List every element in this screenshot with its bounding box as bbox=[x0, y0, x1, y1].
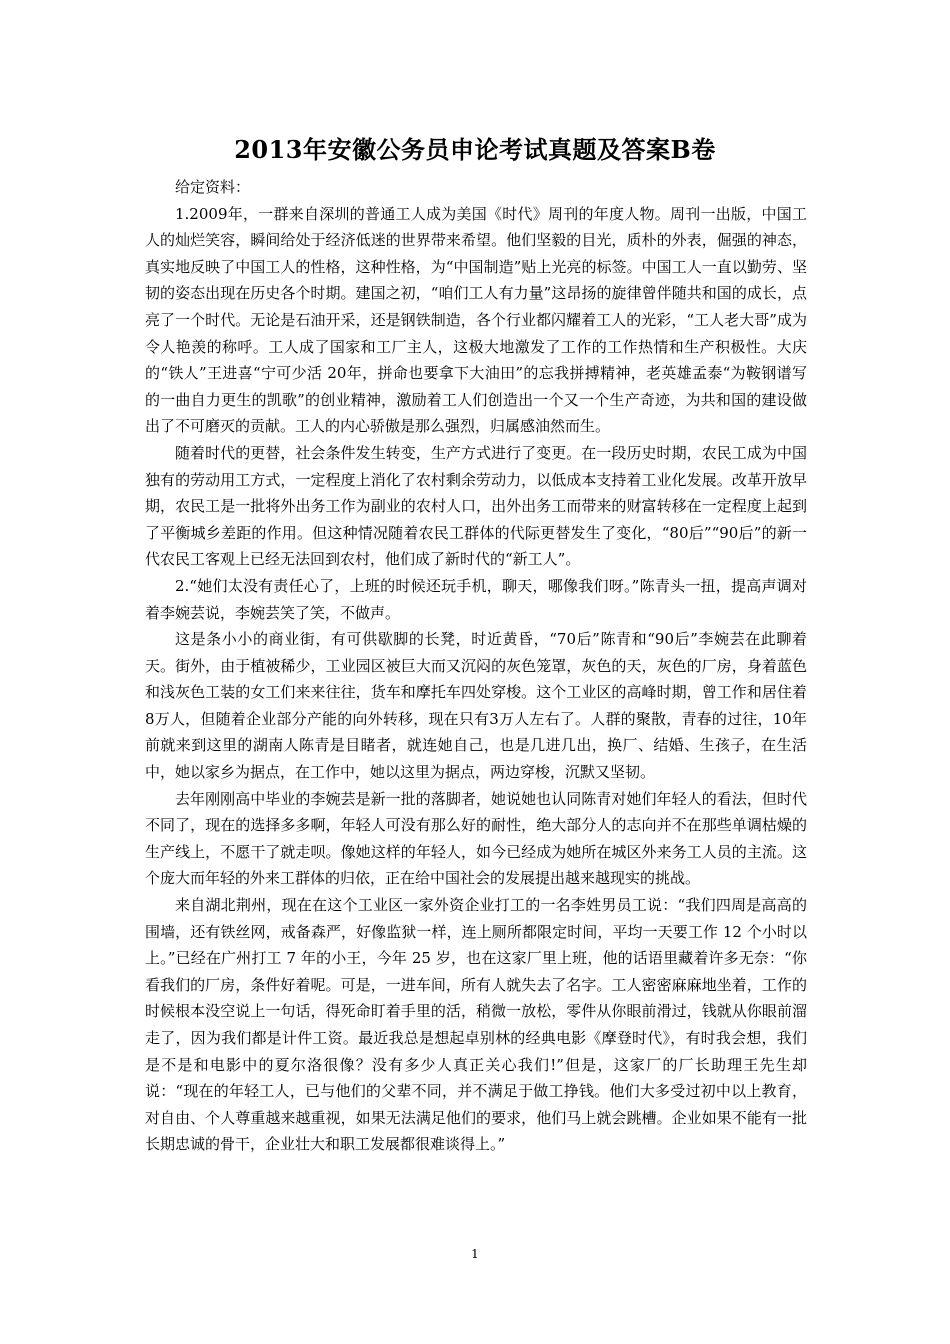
paragraph-6: 来自湖北荆州，现在在这个工业区一家外资企业打工的一名李姓男员工说：“我们四周是高高的围墙，还有铁丝网，戒备森严，好像监狱一样，连上厕所都限定时间，平均一天要工作 12 个小时以上。”已经在广州打工 7 年的小王，今年 25 岁，也在这家厂里上班，他的话语里藏着许多无奈：“你看我们的厂房，条件好着呢。可是，一进车间，所有人就失去了名字。工人密密麻麻地坐着，工作的时候根本没空说上一句话，得死命盯着手里的活，稍微一放松，零件从你眼前滑过，钱就从你眼前溜走了，因为我们都是计件工资。最近我总是想起卓别林的经典电影《摩登时代》，有时我会想，我们是不是和电影中的夏尔洛很像？没有多少人真正关心我们!”但是，这家厂的厂长助理王先生却说：“现在的年轻工人，已与他们的父辈不同，并不满足于做工挣钱。他们大多受过初中以上教育，对自由、个人尊重越来越重视，如果无法满足他们的要求，他们马上就会跳槽。企业如果不能有一批长期忠诚的骨干，企业壮大和职工发展都很难谈得上。” bbox=[145, 896, 807, 1154]
paragraph-3: 2.“她们太没有责任心了，上班的时候还玩手机，聊天，哪像我们呀。”陈青头一扭，提高声调对着李婉芸说，李婉芸笑了笑，不做声。 bbox=[145, 576, 807, 622]
page-number: 1 bbox=[471, 1247, 479, 1261]
paragraph-1: 1.2009年，一群来自深圳的普通工人成为美国《时代》周刊的年度人物。周刊一出版，中国工人的灿烂笑容，瞬间给处于经济低迷的世界带来希望。他们坚毅的目光，质朴的外表，倔强的神态，真实地反映了中国工人的性格，这种性格，为“中国制造”贴上光亮的标签。中国工人一直以勤劳、坚韧的姿态出现在历史各个时期。建国之初，“咱们工人有力量”这昂扬的旋律曾伴随共和国的成长，点亮了一个时代。无论是石油开采，还是钢铁制造，各个行业都闪耀着工人的光彩，“工人老大哥”成为令人艳羡的称呼。工人成了国家和工厂主人，这极大地激发了工作的工作热情和生产积极性。大庆的“铁人”王进喜“宁可少活 20年，拼命也要拿下大油田”的忘我拼搏精神，老英雄孟泰“为鞍钢谱写的一曲自力更生的凯歌”的创业精神，激励着工人们创造出一个又一个生产奇迹，为共和国的建设做出了不可磨灭的贡献。工人的内心骄傲是那么强烈，归属感油然而生。 bbox=[145, 204, 807, 436]
document-body bbox=[145, 174, 807, 1158]
section-label: 给定资料： bbox=[175, 178, 251, 196]
paragraph-4: 这是条小小的商业街，有可供歇脚的长凳，时近黄昏，“70后”陈青和“90后”李婉芸在此聊着天。街外，由于植被稀少，工业园区被巨大而又沉闷的灰色笼罩，灰色的天，灰色的厂房，身着蓝色和浅灰色工装的女工们来来往往，货车和摩托车四处穿梭。这个工业区的高峰时期，曾工作和居住着8万人，但随着企业部分产能的向外转移，现在只有3万人左右了。人群的聚散，青春的过往，10年前就来到这里的湖南人陈青是目睹者，就连她自己，也是几进几出，换厂、结婚、生孩子，在生活中，她以家乡为据点，在工作中，她以这里为据点，两边穿梭，沉默又坚韧。 bbox=[145, 630, 807, 782]
document-title: 2013年安徽公务员申论考试真题及答案B卷 bbox=[234, 135, 716, 164]
paragraph-2: 随着时代的更替，社会条件发生转变，生产方式进行了变更。在一段历史时期，农民工成为中国独有的劳动用工方式，一定程度上消化了农村剩余劳动力，以低成本支持着工业化发展。改革开放早期，农民工是一批将外出务工作为副业的农村人口，出外出务工而带来的财富转移在一定程度上起到了平衡城乡差距的作用。但这种情况随着农民工群体的代际更替发生了变化，“80后”“90后”的新一代农民工客观上已经无法回到农村，他们成了新时代的“新工人”。 bbox=[145, 443, 807, 569]
paragraph-5: 去年刚刚高中毕业的李婉芸是新一批的落脚者，她说她也认同陈青对她们年轻人的看法，但时代不同了，现在的选择多多啊，年轻人可没有那么好的耐性，绝大部分人的志向并不在那些单调枯燥的生产线上，不愿干了就走呗。像她这样的年轻人，如今已经成为她所在城区外来务工人员的主流。这个庞大而年轻的外来工群体的归依，正在给中国社会的发展提出越来越现实的挑战。 bbox=[145, 789, 807, 888]
